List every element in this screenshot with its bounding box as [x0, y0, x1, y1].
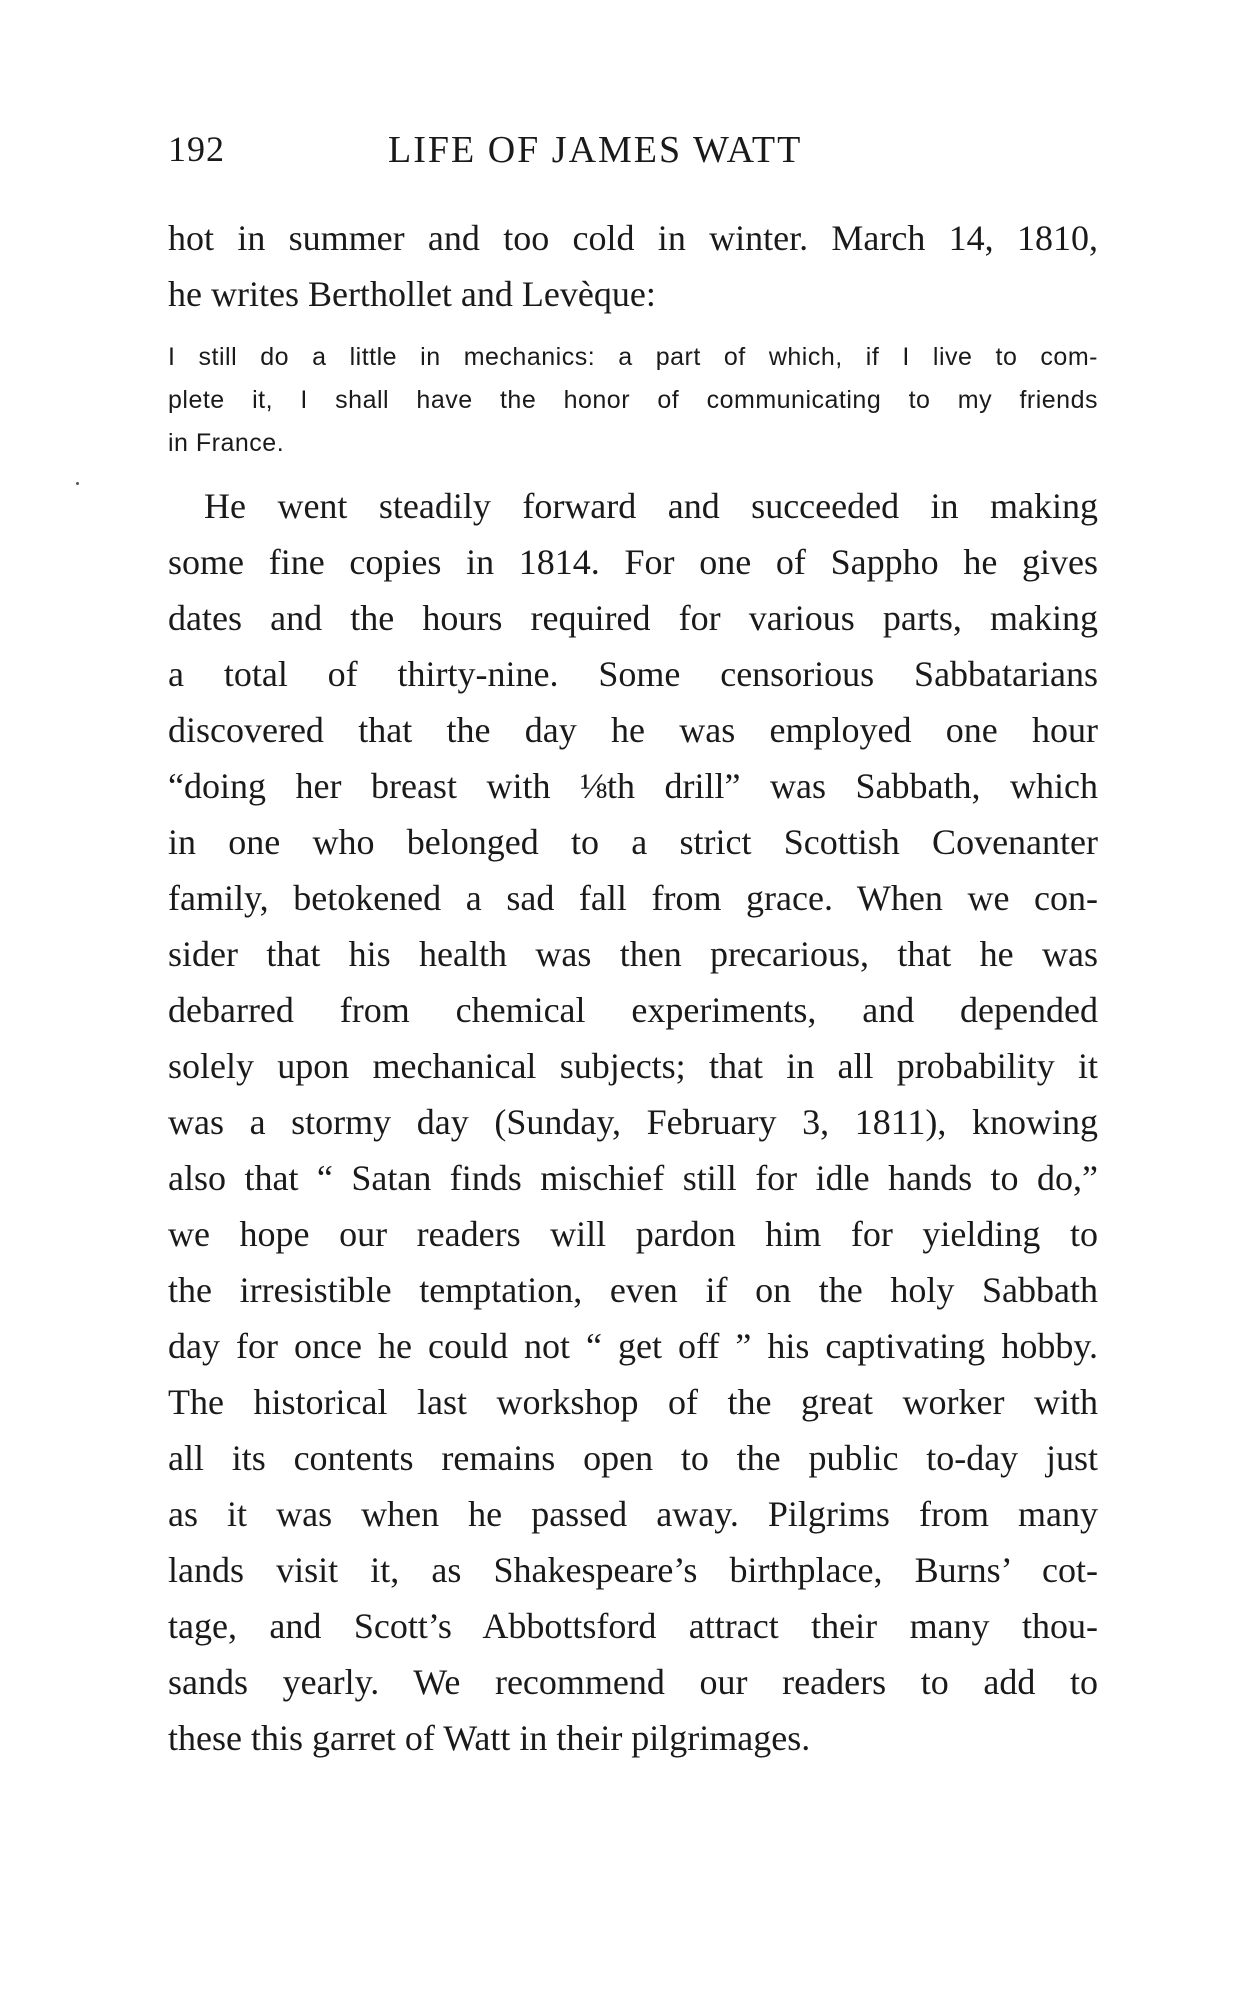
quote-line: I still do a little in mechanics: a part of which, if I live to com-: [168, 343, 1098, 371]
text-line: also that “ Satan finds mischief still for idle hands to do,”: [168, 1158, 1098, 1198]
text-line: He went steadily forward and succeeded in making: [204, 486, 1098, 526]
text-line: lands visit it, as Shakespeare’s birthplace, Burns’ cot-: [168, 1550, 1098, 1590]
print-speck: [76, 482, 79, 485]
text-line: dates and the hours required for various parts, making: [168, 598, 1098, 638]
text-line: some fine copies in 1814. For one of Sappho he gives: [168, 542, 1098, 582]
text-line: he writes Berthollet and Levèque:: [168, 274, 656, 314]
running-title: LIFE OF JAMES WATT: [388, 129, 803, 171]
text-line: tage, and Scott’s Abbottsford attract their many thou-: [168, 1606, 1098, 1646]
text-line: a total of thirty-nine. Some censorious Sabbatarians: [168, 654, 1098, 694]
page-number: 192: [168, 129, 225, 169]
text-line: sands yearly. We recommend our readers to add to: [168, 1662, 1098, 1702]
text-line: these this garret of Watt in their pilgrimages.: [168, 1718, 811, 1758]
text-line: all its contents remains open to the public to-day just: [168, 1438, 1098, 1478]
page-header: [168, 128, 1098, 178]
text-line: debarred from chemical experiments, and depended: [168, 990, 1098, 1030]
text-line: The historical last workshop of the great worker with: [168, 1382, 1098, 1422]
text-line: sider that his health was then precarious, that he was: [168, 934, 1098, 974]
text-line: solely upon mechanical subjects; that in all probability it: [168, 1046, 1098, 1086]
text-line: in one who belonged to a strict Scottish Covenanter: [168, 822, 1098, 862]
quote-line: in France.: [168, 429, 285, 457]
text-line: family, betokened a sad fall from grace. When we con-: [168, 878, 1098, 918]
text-line: the irresistible temptation, even if on the holy Sabbath: [168, 1270, 1098, 1310]
text-line: was a stormy day (Sunday, February 3, 1811), knowing: [168, 1102, 1098, 1142]
quote-line: plete it, I shall have the honor of communicating to my friends: [168, 386, 1098, 414]
text-line: “doing her breast with ⅛th drill” was Sabbath, which: [168, 766, 1098, 806]
text-line: as it was when he passed away. Pilgrims from many: [168, 1494, 1098, 1534]
text-line: discovered that the day he was employed one hour: [168, 710, 1098, 750]
text-line: we hope our readers will pardon him for yielding to: [168, 1214, 1098, 1254]
text-line: day for once he could not “ get off ” his captivating hobby.: [168, 1326, 1098, 1366]
text-line: hot in summer and too cold in winter. March 14, 1810,: [168, 218, 1098, 258]
